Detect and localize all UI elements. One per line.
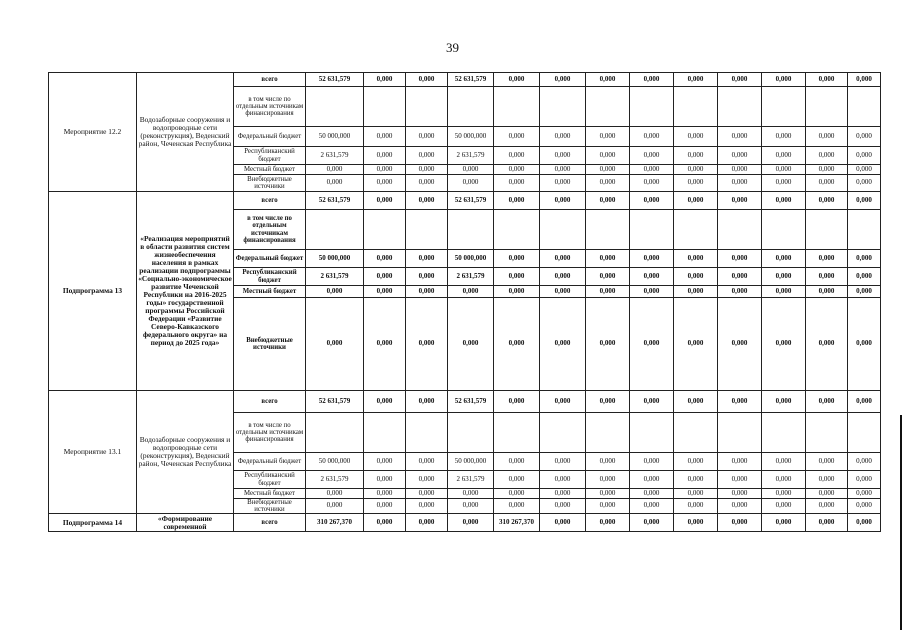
value-cell: 0,000: [586, 175, 630, 192]
value-cell: 0,000: [540, 453, 586, 471]
value-cell: [762, 87, 806, 127]
value-cell: 0,000: [586, 471, 630, 489]
value-cell: 0,000: [806, 268, 848, 286]
value-cell: 0,000: [586, 73, 630, 87]
value-cell: 0,000: [494, 499, 540, 514]
value-cell: 0,000: [718, 391, 762, 413]
value-cell: 50 000,000: [306, 127, 364, 147]
value-cell: 0,000: [848, 499, 881, 514]
value-cell: 0,000: [762, 514, 806, 532]
table-row: [49, 514, 881, 532]
value-cell: 0,000: [806, 489, 848, 499]
value-cell: 0,000: [806, 286, 848, 298]
value-cell: 0,000: [494, 391, 540, 413]
value-cell: 0,000: [494, 165, 540, 175]
value-cell: 0,000: [586, 165, 630, 175]
value-cell: 0,000: [674, 499, 718, 514]
value-cell: 0,000: [674, 147, 718, 165]
value-cell: 0,000: [762, 127, 806, 147]
value-cell: 0,000: [494, 489, 540, 499]
value-cell: 0,000: [762, 453, 806, 471]
value-cell: 0,000: [306, 175, 364, 192]
funding-source-label: Местный бюджет: [234, 489, 306, 499]
value-cell: 0,000: [630, 471, 674, 489]
value-cell: 310 267,370: [494, 514, 540, 532]
value-cell: 0,000: [718, 268, 762, 286]
value-cell: 0,000: [630, 268, 674, 286]
value-cell: 0,000: [806, 514, 848, 532]
value-cell: 0,000: [848, 250, 881, 268]
value-cell: 52 631,579: [448, 391, 494, 413]
value-cell: 0,000: [674, 175, 718, 192]
value-cell: 0,000: [848, 73, 881, 87]
value-cell: 0,000: [448, 298, 494, 391]
value-cell: [306, 413, 364, 453]
value-cell: 0,000: [306, 286, 364, 298]
funding-source-label: Внебюджетные источники: [234, 499, 306, 514]
value-cell: 0,000: [806, 298, 848, 391]
value-cell: 0,000: [448, 175, 494, 192]
value-cell: 0,000: [540, 147, 586, 165]
value-cell: [718, 210, 762, 250]
value-cell: 0,000: [762, 192, 806, 210]
funding-source-label: Внебюджетные источники: [234, 175, 306, 192]
value-cell: 0,000: [494, 471, 540, 489]
value-cell: [540, 87, 586, 127]
value-cell: 0,000: [406, 192, 448, 210]
value-cell: 0,000: [806, 250, 848, 268]
value-cell: 0,000: [718, 489, 762, 499]
value-cell: [494, 210, 540, 250]
value-cell: [306, 87, 364, 127]
value-cell: 0,000: [630, 286, 674, 298]
value-cell: 0,000: [806, 453, 848, 471]
funding-source-label: Федеральный бюджет: [234, 127, 306, 147]
funding-source-label: Федеральный бюджет: [234, 453, 306, 471]
value-cell: [630, 87, 674, 127]
value-cell: 0,000: [306, 499, 364, 514]
value-cell: 0,000: [364, 286, 406, 298]
funding-source-label: всего: [234, 514, 306, 532]
value-cell: [540, 210, 586, 250]
value-cell: 0,000: [674, 73, 718, 87]
value-cell: 0,000: [494, 298, 540, 391]
value-cell: 0,000: [406, 453, 448, 471]
value-cell: [364, 210, 406, 250]
value-cell: 0,000: [674, 268, 718, 286]
value-cell: 0,000: [674, 391, 718, 413]
value-cell: 0,000: [586, 298, 630, 391]
value-cell: 0,000: [630, 298, 674, 391]
value-cell: 0,000: [630, 165, 674, 175]
value-cell: 0,000: [406, 489, 448, 499]
value-cell: 0,000: [586, 147, 630, 165]
funding-source-label: в том числе по отдельным источникам финансирования: [234, 413, 306, 453]
value-cell: [406, 413, 448, 453]
value-cell: 0,000: [364, 268, 406, 286]
value-cell: 0,000: [364, 298, 406, 391]
value-cell: 0,000: [494, 127, 540, 147]
value-cell: 0,000: [630, 147, 674, 165]
value-cell: 0,000: [540, 489, 586, 499]
value-cell: 0,000: [718, 165, 762, 175]
value-cell: 0,000: [540, 298, 586, 391]
value-cell: 0,000: [586, 127, 630, 147]
page-number: 39: [446, 40, 459, 55]
value-cell: 0,000: [586, 192, 630, 210]
value-cell: 0,000: [718, 175, 762, 192]
value-cell: 0,000: [806, 73, 848, 87]
value-cell: 0,000: [806, 147, 848, 165]
value-cell: 0,000: [630, 73, 674, 87]
value-cell: 0,000: [586, 453, 630, 471]
value-cell: 0,000: [630, 127, 674, 147]
value-cell: 0,000: [848, 489, 881, 499]
funding-source-label: Республиканский бюджет: [234, 147, 306, 165]
value-cell: 52 631,579: [448, 192, 494, 210]
value-cell: [848, 87, 881, 127]
funding-source-label: Местный бюджет: [234, 286, 306, 298]
program-description: Водозаборные сооружения и водопроводные сети (реконструкция), Веденский район, Чеченская Республика: [137, 391, 234, 514]
value-cell: 0,000: [806, 175, 848, 192]
value-cell: 0,000: [540, 471, 586, 489]
value-cell: 0,000: [586, 514, 630, 532]
value-cell: 0,000: [406, 298, 448, 391]
value-cell: 0,000: [674, 127, 718, 147]
value-cell: 0,000: [586, 391, 630, 413]
value-cell: [718, 413, 762, 453]
value-cell: 0,000: [630, 192, 674, 210]
value-cell: 0,000: [540, 391, 586, 413]
value-cell: 0,000: [364, 127, 406, 147]
value-cell: 2 631,579: [306, 147, 364, 165]
value-cell: 0,000: [540, 192, 586, 210]
value-cell: 0,000: [364, 453, 406, 471]
funding-source-label: Республиканский бюджет: [234, 268, 306, 286]
value-cell: 0,000: [674, 286, 718, 298]
value-cell: 0,000: [406, 268, 448, 286]
value-cell: 0,000: [540, 514, 586, 532]
value-cell: 0,000: [540, 175, 586, 192]
value-cell: 0,000: [630, 499, 674, 514]
value-cell: 0,000: [364, 147, 406, 165]
value-cell: 0,000: [848, 175, 881, 192]
value-cell: 52 631,579: [306, 192, 364, 210]
value-cell: 0,000: [364, 514, 406, 532]
program-label: Мероприятие 12.2: [49, 73, 137, 192]
value-cell: 0,000: [364, 499, 406, 514]
value-cell: 0,000: [364, 192, 406, 210]
value-cell: 0,000: [762, 73, 806, 87]
value-cell: 0,000: [762, 489, 806, 499]
value-cell: 0,000: [848, 453, 881, 471]
value-cell: 0,000: [448, 489, 494, 499]
value-cell: 0,000: [540, 73, 586, 87]
value-cell: 0,000: [848, 192, 881, 210]
value-cell: 0,000: [762, 391, 806, 413]
value-cell: 0,000: [848, 471, 881, 489]
value-cell: 0,000: [494, 250, 540, 268]
table-row: [49, 73, 881, 87]
value-cell: 0,000: [306, 298, 364, 391]
value-cell: [848, 413, 881, 453]
value-cell: 0,000: [718, 298, 762, 391]
value-cell: 0,000: [586, 499, 630, 514]
value-cell: 0,000: [406, 250, 448, 268]
value-cell: 0,000: [494, 175, 540, 192]
value-cell: 0,000: [848, 391, 881, 413]
value-cell: 2 631,579: [448, 268, 494, 286]
value-cell: 0,000: [674, 471, 718, 489]
value-cell: [586, 413, 630, 453]
value-cell: 0,000: [674, 165, 718, 175]
value-cell: 52 631,579: [306, 73, 364, 87]
value-cell: 0,000: [406, 499, 448, 514]
value-cell: 0,000: [630, 391, 674, 413]
value-cell: 0,000: [586, 268, 630, 286]
value-cell: 52 631,579: [448, 73, 494, 87]
value-cell: 0,000: [762, 250, 806, 268]
value-cell: [306, 210, 364, 250]
value-cell: 0,000: [364, 391, 406, 413]
value-cell: 0,000: [718, 453, 762, 471]
value-cell: 0,000: [406, 165, 448, 175]
value-cell: 0,000: [586, 489, 630, 499]
funding-source-label: всего: [234, 192, 306, 210]
value-cell: 0,000: [718, 127, 762, 147]
value-cell: 0,000: [406, 391, 448, 413]
value-cell: 0,000: [848, 298, 881, 391]
program-description: Водозаборные сооружения и водопроводные сети (реконструкция), Веденский район, Чеченская Республика: [137, 73, 234, 192]
value-cell: 0,000: [448, 286, 494, 298]
value-cell: 0,000: [540, 165, 586, 175]
value-cell: 0,000: [406, 73, 448, 87]
value-cell: 0,000: [406, 175, 448, 192]
value-cell: 0,000: [448, 514, 494, 532]
value-cell: 0,000: [364, 175, 406, 192]
value-cell: [674, 87, 718, 127]
value-cell: 0,000: [848, 127, 881, 147]
value-cell: [762, 210, 806, 250]
value-cell: [718, 87, 762, 127]
value-cell: 0,000: [540, 127, 586, 147]
value-cell: [630, 413, 674, 453]
value-cell: 0,000: [364, 471, 406, 489]
value-cell: 0,000: [364, 489, 406, 499]
value-cell: 0,000: [494, 192, 540, 210]
program-label: Подпрограмма 13: [49, 192, 137, 391]
value-cell: 0,000: [540, 286, 586, 298]
funding-source-label: Местный бюджет: [234, 165, 306, 175]
value-cell: 0,000: [718, 471, 762, 489]
value-cell: [364, 413, 406, 453]
value-cell: 0,000: [848, 147, 881, 165]
funding-source-label: Республиканский бюджет: [234, 471, 306, 489]
value-cell: 0,000: [718, 514, 762, 532]
value-cell: 0,000: [848, 514, 881, 532]
value-cell: 0,000: [406, 127, 448, 147]
value-cell: [448, 87, 494, 127]
value-cell: [448, 210, 494, 250]
table-row: [49, 192, 881, 210]
value-cell: 0,000: [586, 286, 630, 298]
value-cell: 0,000: [674, 453, 718, 471]
value-cell: 0,000: [718, 147, 762, 165]
value-cell: 50 000,000: [448, 250, 494, 268]
value-cell: 0,000: [762, 175, 806, 192]
value-cell: 0,000: [630, 175, 674, 192]
value-cell: 0,000: [762, 268, 806, 286]
value-cell: 0,000: [494, 268, 540, 286]
value-cell: 0,000: [630, 489, 674, 499]
value-cell: 0,000: [540, 499, 586, 514]
value-cell: 0,000: [718, 192, 762, 210]
program-label: Подпрограмма 14: [49, 514, 137, 532]
value-cell: 52 631,579: [306, 391, 364, 413]
value-cell: 0,000: [762, 471, 806, 489]
value-cell: [848, 210, 881, 250]
value-cell: 0,000: [448, 165, 494, 175]
value-cell: [494, 413, 540, 453]
value-cell: 0,000: [406, 514, 448, 532]
value-cell: 0,000: [806, 127, 848, 147]
value-cell: 0,000: [364, 165, 406, 175]
value-cell: 0,000: [806, 499, 848, 514]
value-cell: 0,000: [674, 514, 718, 532]
value-cell: [364, 87, 406, 127]
value-cell: 2 631,579: [306, 268, 364, 286]
value-cell: 0,000: [848, 268, 881, 286]
value-cell: 0,000: [674, 298, 718, 391]
value-cell: 0,000: [494, 147, 540, 165]
value-cell: 0,000: [718, 73, 762, 87]
value-cell: 0,000: [762, 286, 806, 298]
value-cell: 0,000: [718, 250, 762, 268]
value-cell: 50 000,000: [306, 453, 364, 471]
value-cell: [806, 87, 848, 127]
value-cell: 0,000: [806, 471, 848, 489]
value-cell: 0,000: [364, 250, 406, 268]
value-cell: 0,000: [630, 250, 674, 268]
value-cell: 50 000,000: [306, 250, 364, 268]
value-cell: 2 631,579: [448, 471, 494, 489]
value-cell: [448, 413, 494, 453]
value-cell: 0,000: [762, 165, 806, 175]
value-cell: [586, 210, 630, 250]
value-cell: 0,000: [306, 489, 364, 499]
value-cell: 0,000: [406, 286, 448, 298]
program-label: Мероприятие 13.1: [49, 391, 137, 514]
table-row: [49, 391, 881, 413]
value-cell: 50 000,000: [448, 127, 494, 147]
value-cell: 0,000: [848, 286, 881, 298]
value-cell: 0,000: [540, 268, 586, 286]
program-description: «Формирование современной: [137, 514, 234, 532]
value-cell: 0,000: [306, 165, 364, 175]
value-cell: 0,000: [806, 391, 848, 413]
funding-source-label: всего: [234, 391, 306, 413]
value-cell: [674, 210, 718, 250]
funding-source-label: Федеральный бюджет: [234, 250, 306, 268]
value-cell: 0,000: [674, 192, 718, 210]
scan-edge-mark: [900, 415, 902, 630]
value-cell: 0,000: [674, 250, 718, 268]
value-cell: [540, 413, 586, 453]
value-cell: 0,000: [718, 286, 762, 298]
value-cell: 0,000: [630, 453, 674, 471]
value-cell: [406, 210, 448, 250]
value-cell: [494, 87, 540, 127]
value-cell: 0,000: [494, 73, 540, 87]
value-cell: 0,000: [586, 250, 630, 268]
value-cell: [762, 413, 806, 453]
value-cell: 0,000: [848, 165, 881, 175]
value-cell: 0,000: [718, 499, 762, 514]
value-cell: 0,000: [674, 489, 718, 499]
value-cell: 0,000: [406, 471, 448, 489]
value-cell: 2 631,579: [448, 147, 494, 165]
value-cell: [630, 210, 674, 250]
funding-source-label: в том числе по отдельным источникам финансирования: [234, 210, 306, 250]
value-cell: 0,000: [448, 499, 494, 514]
value-cell: 310 267,370: [306, 514, 364, 532]
value-cell: 0,000: [762, 298, 806, 391]
value-cell: 0,000: [762, 147, 806, 165]
value-cell: [806, 413, 848, 453]
value-cell: [586, 87, 630, 127]
value-cell: 0,000: [806, 192, 848, 210]
value-cell: 0,000: [762, 499, 806, 514]
value-cell: [806, 210, 848, 250]
funding-source-label: всего: [234, 73, 306, 87]
value-cell: 50 000,000: [448, 453, 494, 471]
funding-source-label: в том числе по отдельным источникам финансирования: [234, 87, 306, 127]
value-cell: 0,000: [540, 250, 586, 268]
value-cell: [406, 87, 448, 127]
value-cell: 0,000: [494, 453, 540, 471]
value-cell: [674, 413, 718, 453]
budget-table: [48, 72, 881, 532]
value-cell: 0,000: [406, 147, 448, 165]
value-cell: 0,000: [630, 514, 674, 532]
value-cell: 0,000: [806, 165, 848, 175]
funding-source-label: Внебюджетные источники: [234, 298, 306, 391]
value-cell: 0,000: [364, 73, 406, 87]
value-cell: 0,000: [494, 286, 540, 298]
program-description: «Реализация мероприятий в области развития систем жизнеобеспечения населения в рамках реализации подпрограммы «Социально-экономическое развитие Чеченской Республики на 2016-2025 годы» государственной программы Российской Федерации «Развитие Северо-Кавказского федерального округа» на период до 2025 года»: [137, 192, 234, 391]
value-cell: 2 631,579: [306, 471, 364, 489]
